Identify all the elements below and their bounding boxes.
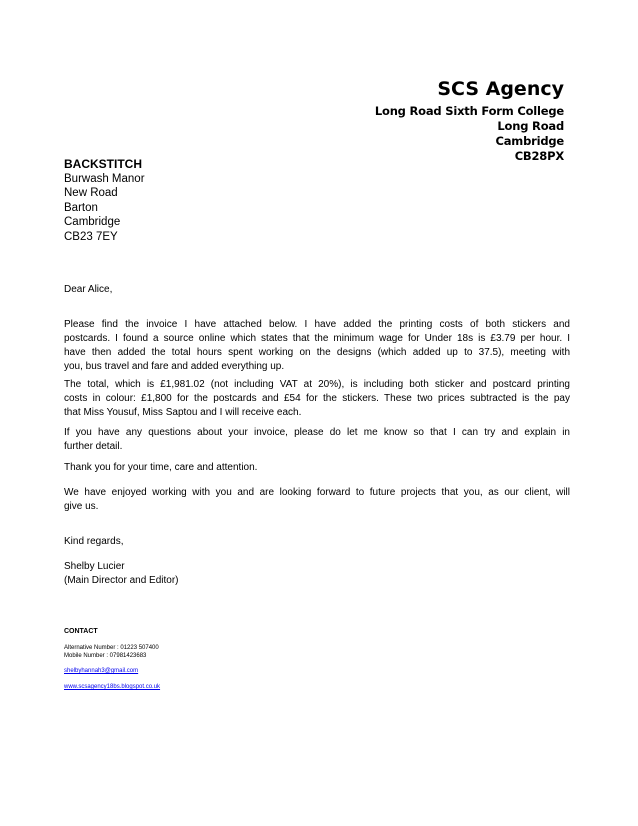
paragraph-line: postcards. I found a source online which states that the minimum wage for Under 18s is £3.79 per hour. I (64, 333, 570, 344)
paragraph-line: that Miss Yousuf, Miss Saptou and I will receive each. (64, 407, 302, 418)
recipient-address-line: Barton (64, 201, 98, 214)
sender-postcode: CB28PX (514, 149, 564, 163)
signature-title: (Main Director and Editor) (64, 575, 179, 586)
signature (64, 560, 570, 588)
website-link[interactable]: www.scsagency18bs.blogspot.co.uk (64, 684, 161, 690)
paragraph-questions (64, 426, 570, 454)
sender-address-line: Long Road Sixth Form College (374, 104, 564, 118)
contact-heading: CONTACT (64, 628, 98, 635)
salutation-text: Dear Alice, (64, 284, 113, 295)
paragraph-line: have then added the total hours spent working on the designs (which added up to 37.5), meeting with (64, 347, 570, 358)
closing (64, 535, 570, 549)
email-link[interactable]: shelbyhannah3@gmail.com (64, 668, 139, 674)
paragraph-line: If you have any questions about your invoice, please do let me know so that I can try and explain in (64, 427, 570, 438)
recipient-name: BACKSTITCH (64, 157, 142, 171)
paragraph-future (64, 486, 570, 514)
alternative-number: Alternative Number : 01223 507400 (64, 645, 159, 651)
paragraph-line: Thank you for your time, care and attention. (64, 462, 258, 473)
recipient-block (64, 157, 145, 244)
sender-address-line: Long Road (497, 119, 564, 133)
paragraph-line: Please find the invoice I have attached below. I have added the printing costs of both stickers and (64, 319, 570, 330)
signature-name: Shelby Lucier (64, 561, 125, 572)
contact-block (64, 627, 160, 691)
salutation (64, 283, 570, 297)
recipient-address-line: New Road (64, 187, 118, 199)
paragraph-line: give us. (64, 501, 99, 512)
sender-address-line: Cambridge (495, 134, 564, 148)
recipient-address-line: Burwash Manor (64, 172, 145, 185)
paragraph-line: The total, which is £1,981.02 (not including VAT at 20%), is including both sticker and postcard printing (64, 379, 570, 390)
paragraph-total (64, 378, 570, 420)
mobile-number: Mobile Number : 07981423683 (64, 653, 147, 659)
paragraph-line: you, bus travel and fare and added everything up. (64, 361, 285, 372)
paragraph-line: further detail. (64, 441, 123, 452)
recipient-address-line: Cambridge (64, 216, 121, 228)
paragraph-invoice (64, 318, 570, 374)
sender-block (375, 76, 564, 164)
paragraph-thanks (64, 461, 570, 475)
sender-name: SCS Agency (437, 78, 564, 100)
paragraph-line: We have enjoyed working with you and are looking forward to future projects that you, as our client, will (64, 487, 570, 498)
paragraph-line: costs in colour: £1,800 for the postcards and £54 for the stickers. These two prices subtracted is the pay (64, 393, 570, 404)
recipient-postcode: CB23 7EY (64, 230, 118, 243)
closing-text: Kind regards, (64, 536, 124, 547)
